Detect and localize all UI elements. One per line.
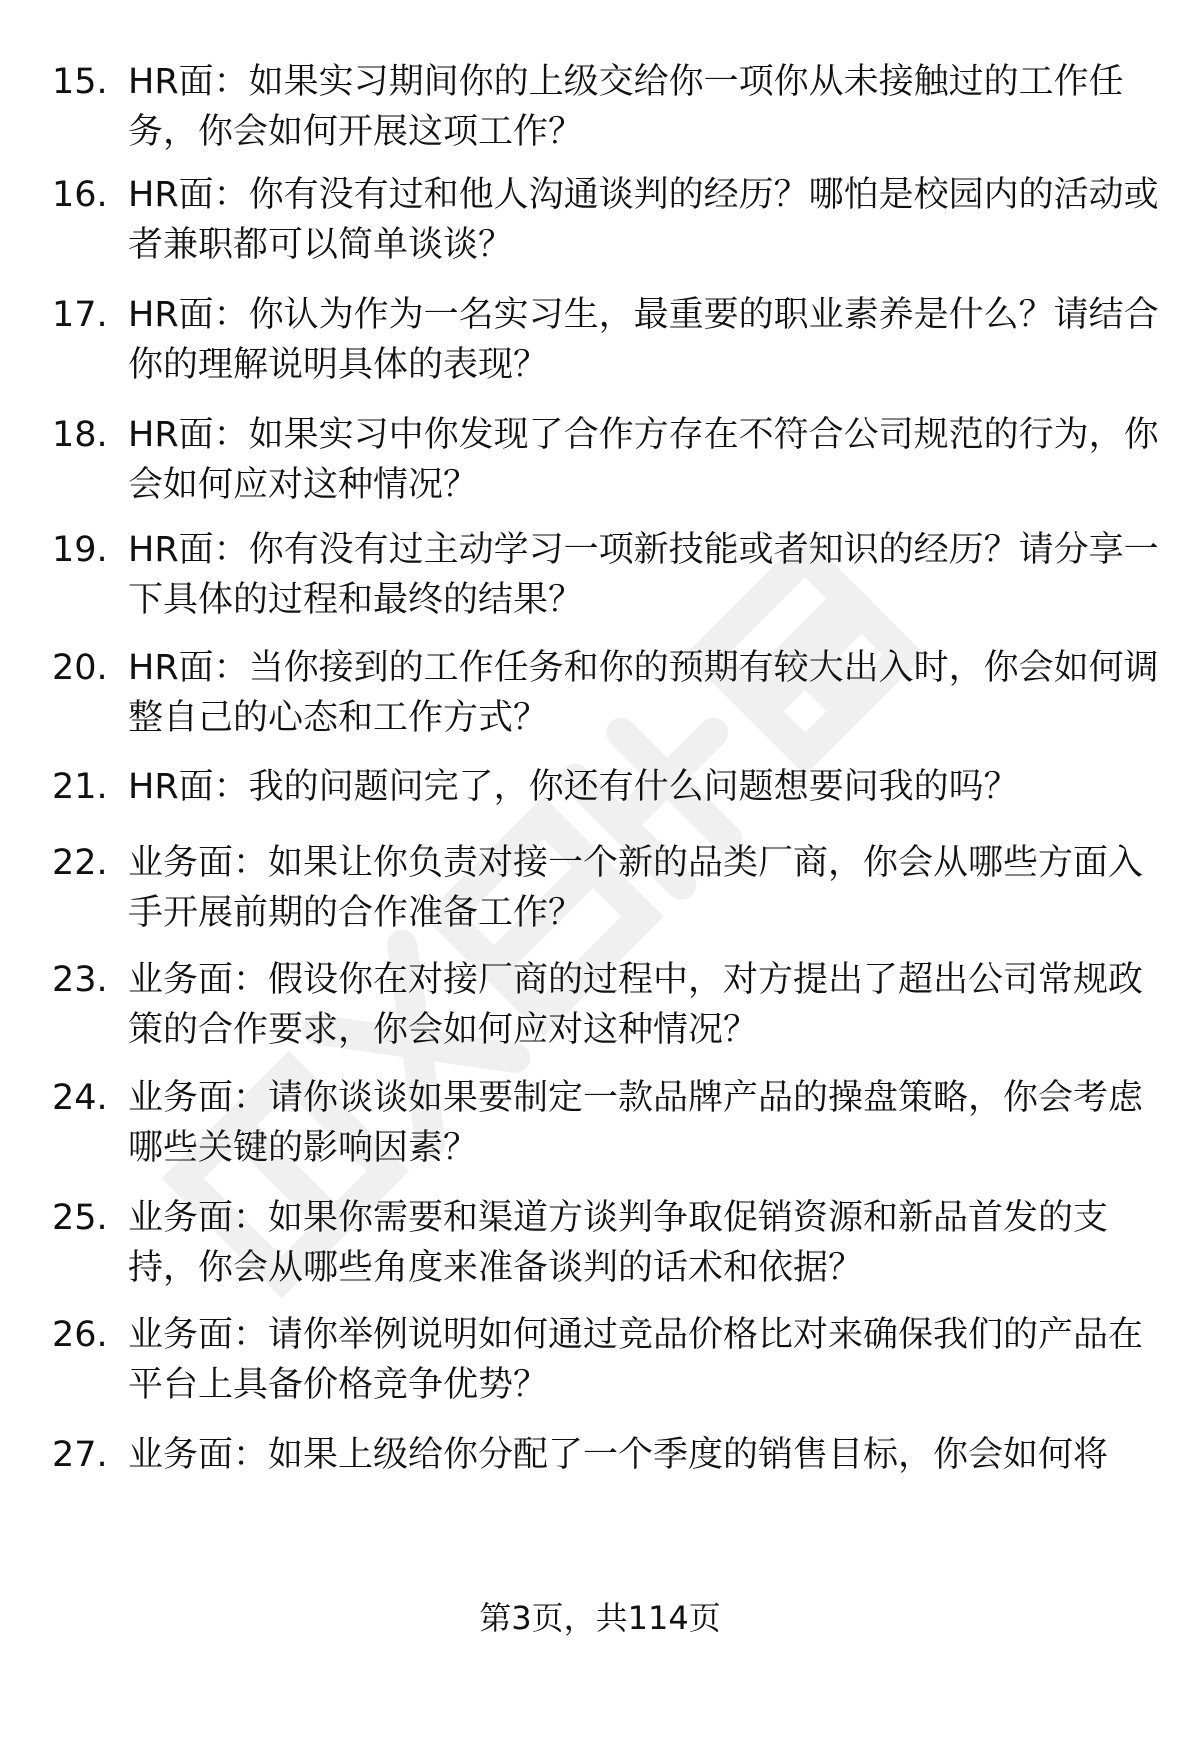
question-number: 26. [52,1315,108,1355]
list-item [52,1430,1162,1530]
question-text: HR面：当你接到的工作任务和你的预期有较大出入时，你会如何调整自己的心态和工作方式？ [128,648,1159,738]
question-number: 19. [52,530,108,570]
question-text: HR面：你认为作为一名实习生，最重要的职业素养是什么？请结合你的理解说明具体的表现？ [128,295,1159,385]
list-item [52,643,1162,743]
question-number: 24. [52,1078,108,1118]
question-number: 18. [52,415,108,455]
question-text: 业务面：请你谈谈如果要制定一款品牌产品的操盘策略，你会考虑哪些关键的影响因素？ [128,1078,1144,1168]
list-item [52,955,1162,1055]
list-item [52,57,1162,157]
question-text: HR面：你有没有过和他人沟通谈判的经历？哪怕是校园内的活动或者兼职都可以简单谈谈？ [128,175,1159,265]
question-text: 业务面：请你举例说明如何通过竞品价格比对来确保我们的产品在平台上具备价格竞争优势？ [128,1315,1144,1405]
question-text: HR面：如果实习期间你的上级交给你一项你从未接触过的工作任务，你会如何开展这项工作？ [128,62,1124,152]
list-item [52,1073,1162,1173]
question-number: 22. [52,843,108,883]
question-number: 20. [52,648,108,688]
page-number: 第3页，共114页 [479,1599,721,1637]
list-item [52,1193,1162,1293]
list-item [52,170,1162,270]
question-text: 业务面：如果你需要和渠道方谈判争取促销资源和新品首发的支持，你会从哪些角度来准备谈判的话术和依据？ [128,1198,1109,1288]
question-number: 25. [52,1198,108,1238]
question-number: 27. [52,1435,108,1475]
question-number: 21. [52,767,108,807]
list-item [52,290,1162,390]
list-item [52,410,1162,510]
question-number: 15. [52,62,108,102]
question-text: 业务面：假设你在对接厂商的过程中，对方提出了超出公司常规政策的合作要求，你会如何应对这种情况？ [128,960,1144,1050]
question-text: 业务面：如果让你负责对接一个新的品类厂商，你会从哪些方面入手开展前期的合作准备工作？ [128,843,1144,933]
list-item [52,838,1162,938]
question-number: 23. [52,960,108,1000]
question-text: HR面：你有没有过主动学习一项新技能或者知识的经历？请分享一下具体的过程和最终的结果？ [128,530,1159,620]
question-number: 17. [52,295,108,335]
list-item [52,525,1162,625]
list-item [52,1310,1162,1410]
question-text: HR面：我的问题问完了，你还有什么问题想要问我的吗？ [128,767,1019,807]
question-number: 16. [52,175,108,215]
question-text: HR面：如果实习中你发现了合作方存在不符合公司规范的行为，你会如何应对这种情况？ [128,415,1159,505]
question-text: 业务面：如果上级给你分配了一个季度的销售目标，你会如何将 [128,1435,1109,1475]
